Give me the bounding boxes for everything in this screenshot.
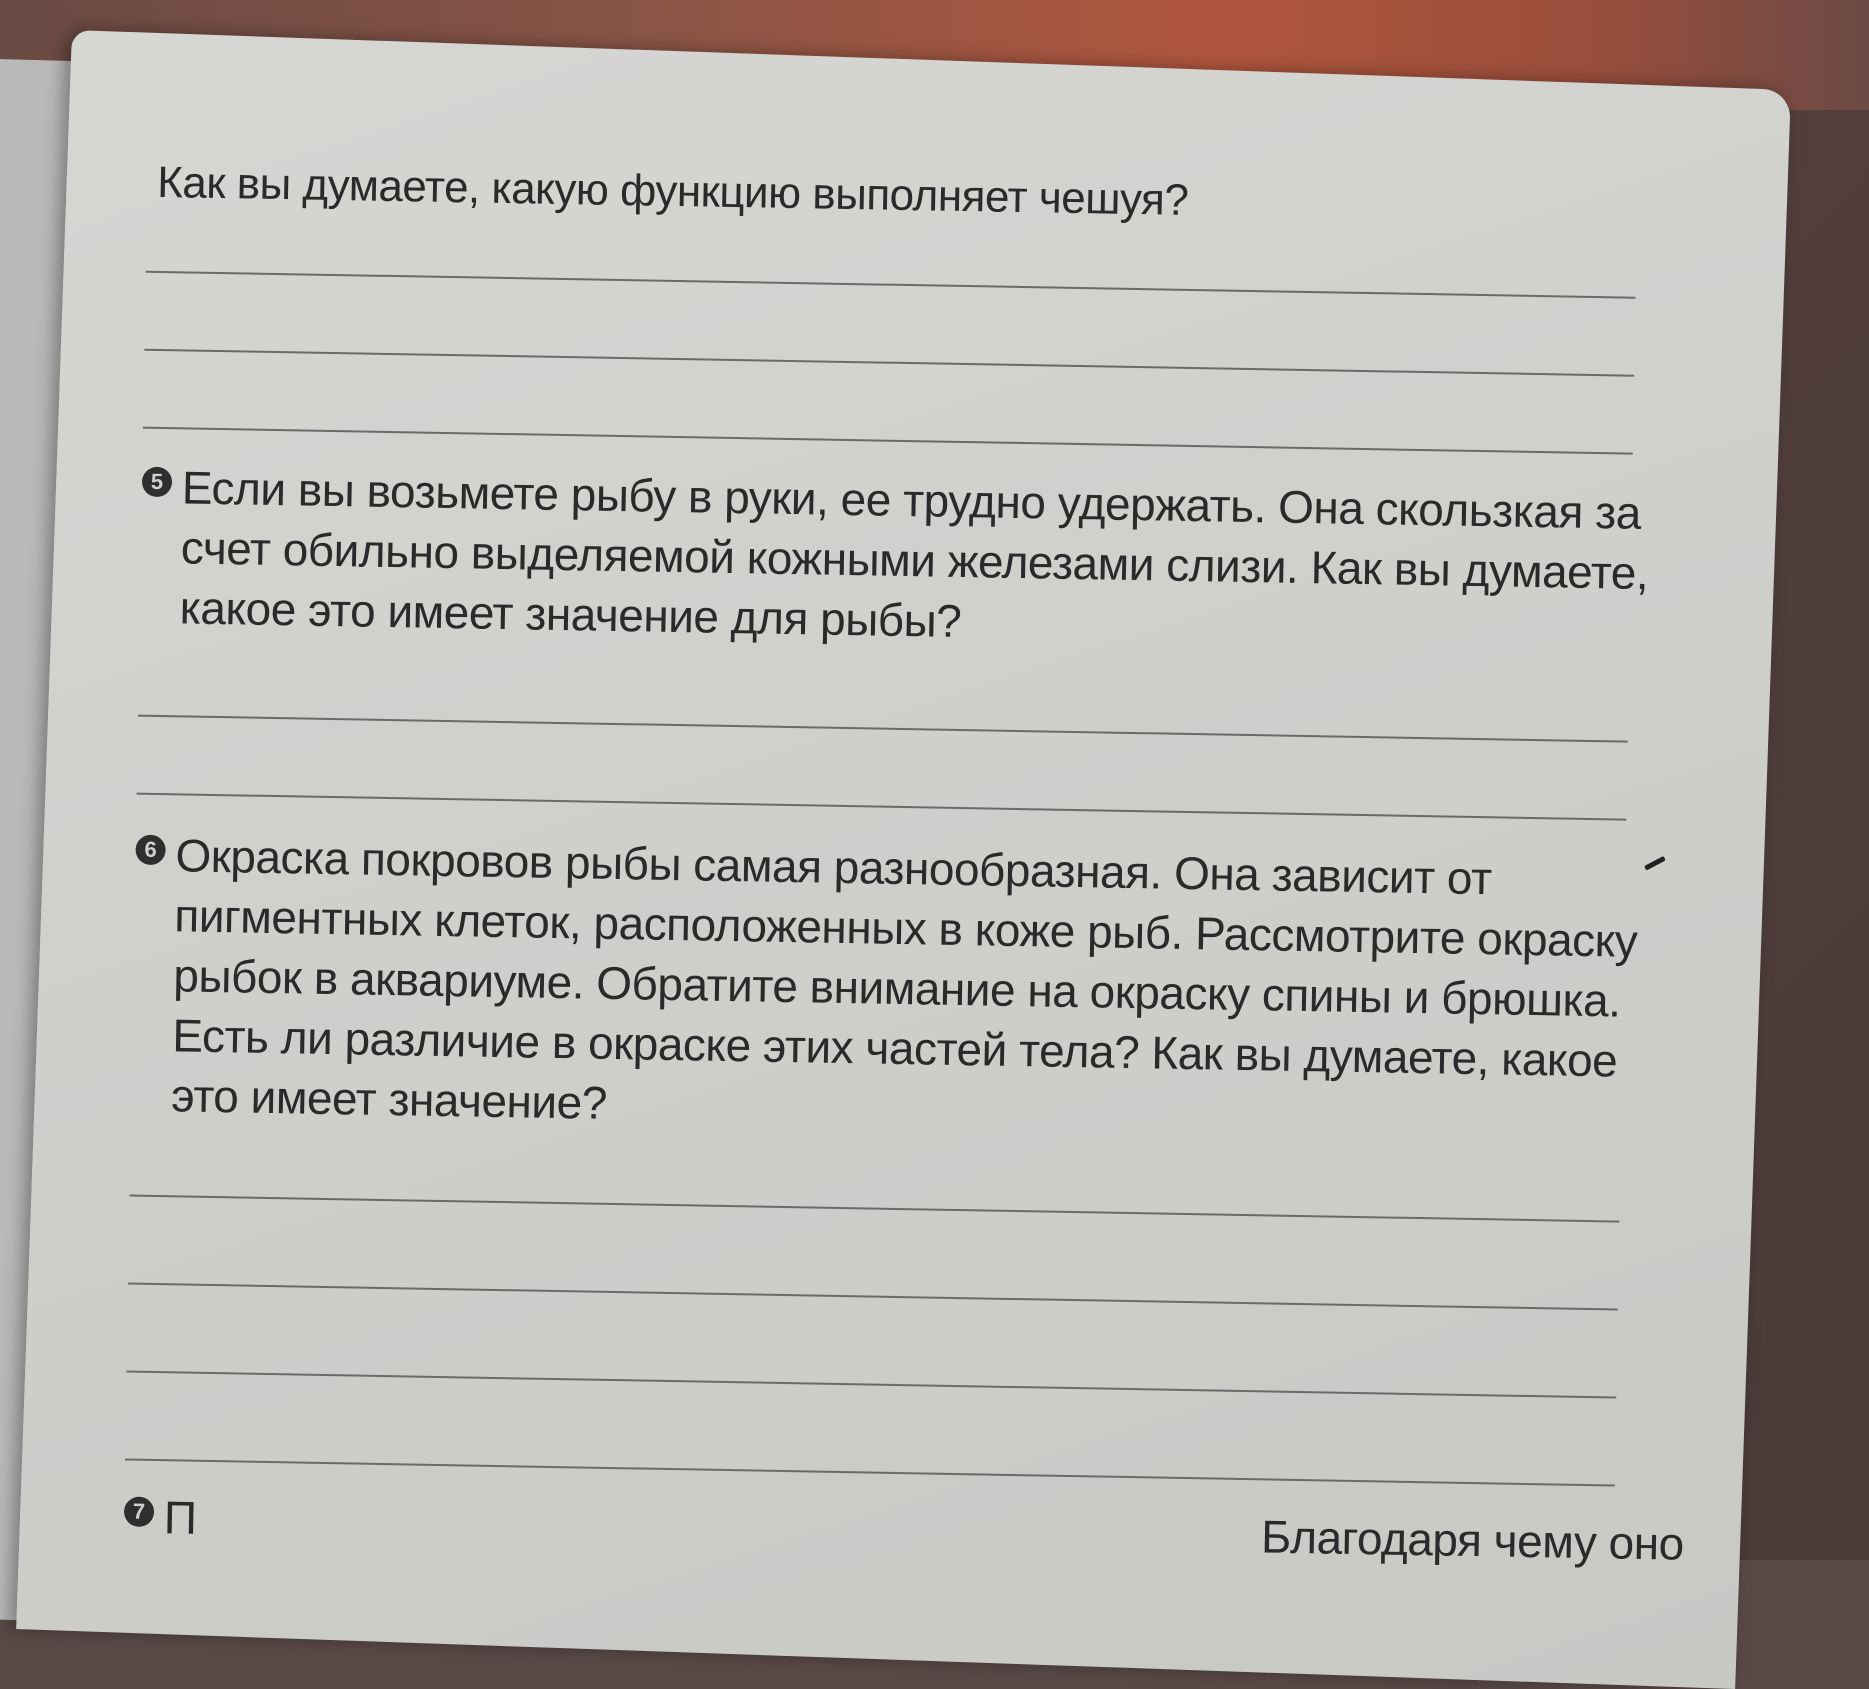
page-content [123,153,1707,1574]
task-text-end: Благодаря чему оно [1260,1510,1685,1570]
workbook-page [16,30,1791,1689]
task-6 [131,825,1696,1152]
task-number-badge: 7 [124,1497,155,1528]
task-text: Если вы возьмете рыбу в руки, ее трудно удержать. Она скользкая за счет обильно выделяемой кожными железами слизи. Как вы думаете, какое это имеет значение для рыбы? [179,461,1649,647]
task-text-start: П [163,1491,197,1544]
task-number-badge: 5 [142,467,173,498]
task-number-badge: 6 [135,835,166,866]
task-text: Окраска покровов рыбы самая разнообразная. Она зависит от пигментных клеток, расположенных в коже рыб. Рассмотрите окраску рыбок в аквариуме. Обратите внимание на окраску спины и брюшка. Есть ли различие в окраске этих частей тела? Как вы думаете, какое это имеет значение? [170,829,1638,1129]
task-5 [139,457,1702,664]
question-scales: Как вы думаете, какую функцию выполняет чешуя? [156,157,1189,225]
